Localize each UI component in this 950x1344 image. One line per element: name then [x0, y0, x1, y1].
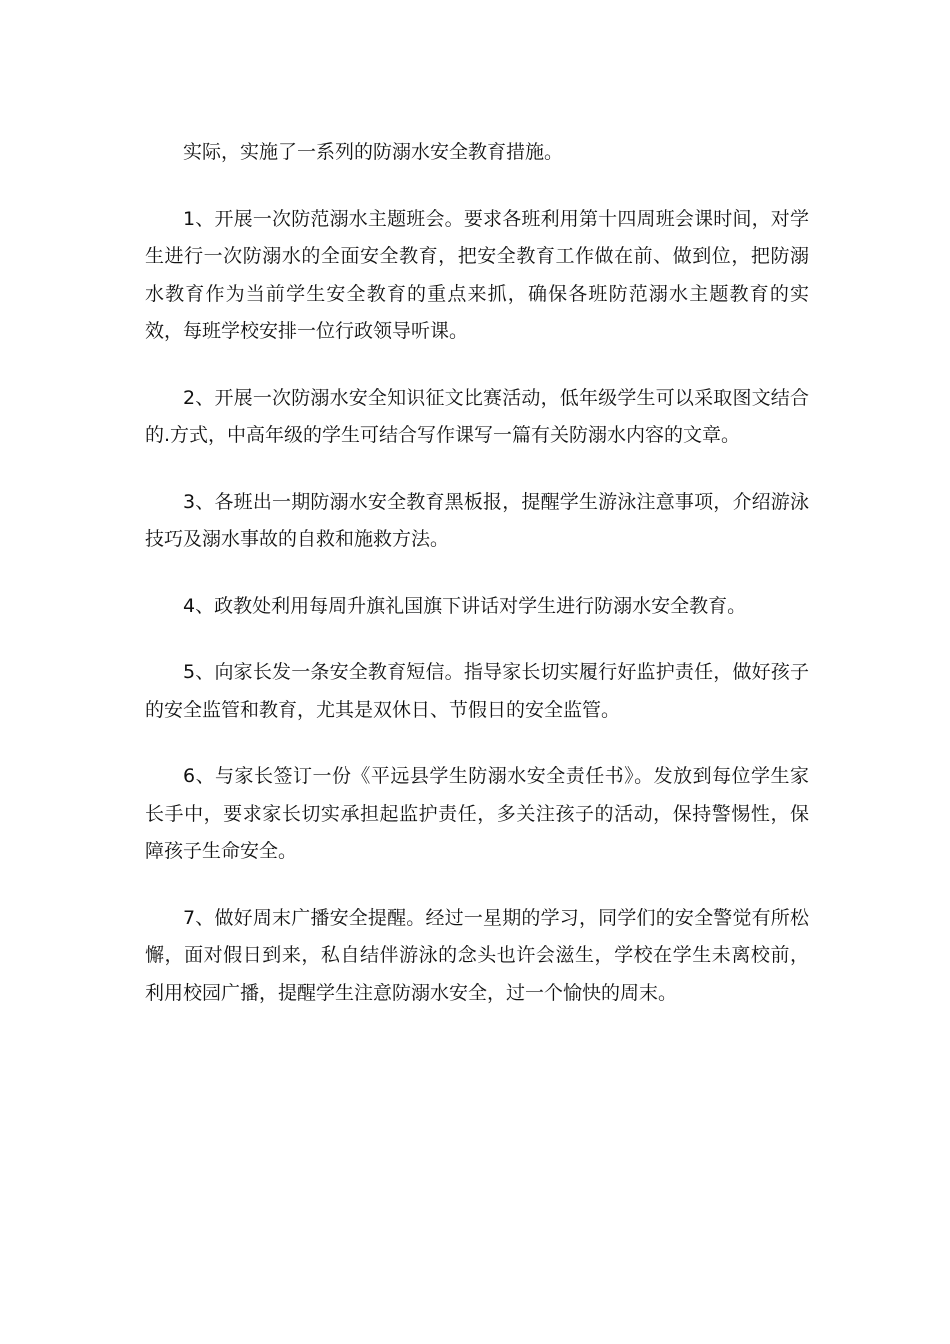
paragraph-intro: 实际，实施了一系列的防溺水安全教育措施。	[183, 141, 564, 163]
paragraph-item-2: 2、开展一次防溺水安全知识征文比赛活动，低年级学生可以采取图文结合的.方式，中高年级的学生可结合写作课写一篇有关防溺水内容的文章。	[145, 386, 809, 446]
paragraph-item-4: 4、政教处利用每周升旗礼国旗下讲话对学生进行防溺水安全教育。	[183, 594, 747, 617]
paragraph-item-1: 1、开展一次防范溺水主题班会。要求各班利用第十四周班会课时间，对学生进行一次防溺水的全面安全教育，把安全教育工作做在前、做到位，把防溺水教育作为当前学生安全教育的重点来抓，确保各班防范溺水主题教育的实效，每班学校安排一位行政领导听课。	[145, 207, 809, 342]
paragraph-item-3: 3、各班出一期防溺水安全教育黑板报，提醒学生游泳注意事项，介绍游泳技巧及溺水事故的自救和施救方法。	[145, 490, 809, 550]
paragraph-item-5: 5、向家长发一条安全教育短信。指导家长切实履行好监护责任，做好孩子的安全监管和教育，尤其是双休日、节假日的安全监管。	[145, 661, 809, 721]
paragraph-item-7: 7、做好周末广播安全提醒。经过一星期的学习，同学们的安全警觉有所松懈，面对假日到来，私自结伴游泳的念头也许会滋生，学校在学生未离校前，利用校园广播，提醒学生注意防溺水安全，过一个愉快的周末。	[145, 906, 809, 1004]
paragraph-item-6: 6、与家长签订一份《平远县学生防溺水安全责任书》。发放到每位学生家长手中，要求家长切实承担起监护责任，多关注孩子的活动，保持警惕性，保障孩子生命安全。	[145, 765, 809, 862]
document-body	[145, 134, 809, 1041]
